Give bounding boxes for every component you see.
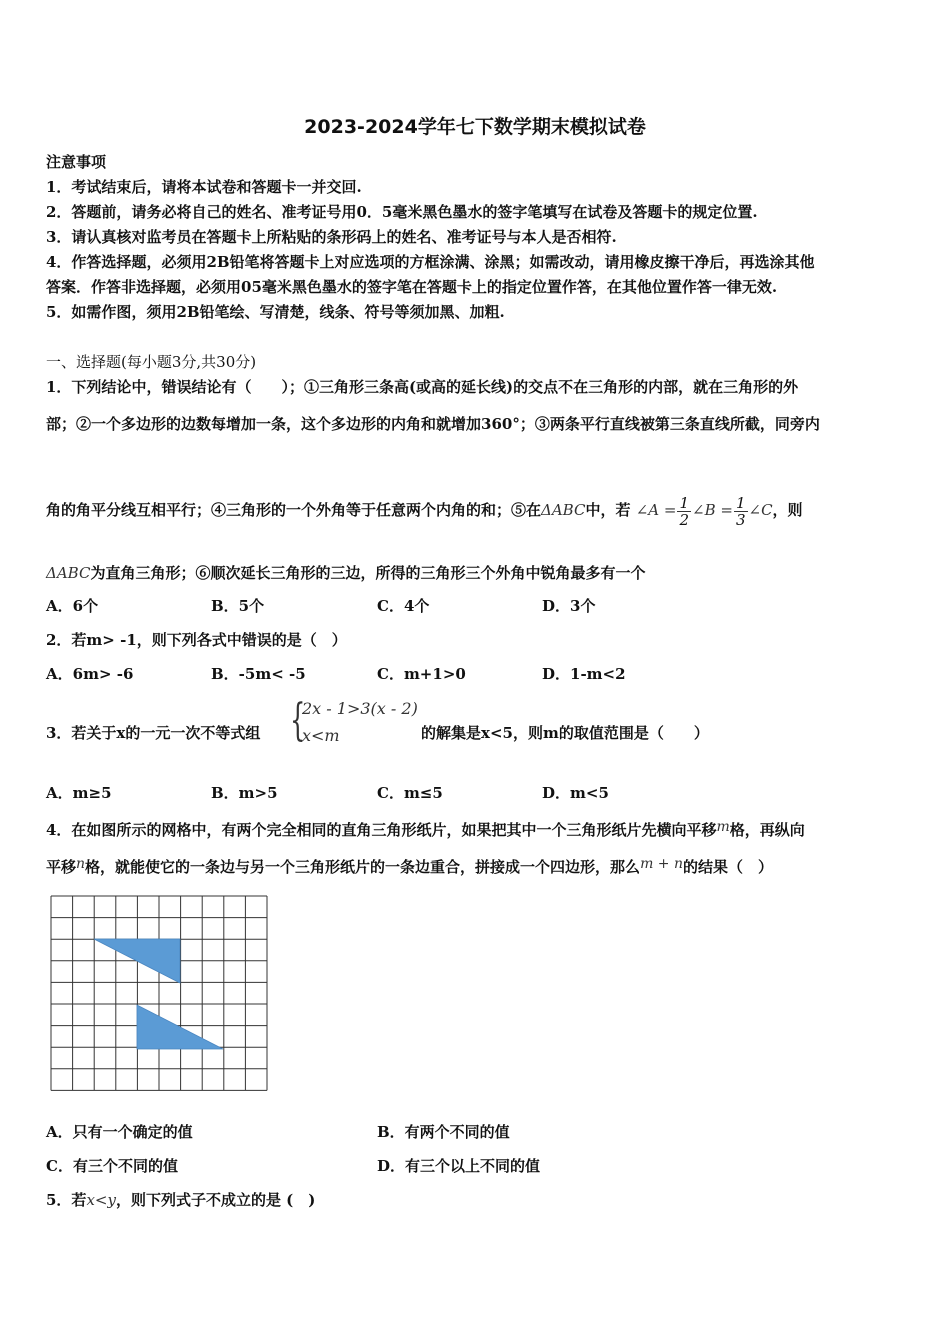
page-title: 2023-2024学年七下数学期末模拟试卷 (304, 116, 646, 138)
q5-text-a: 5．若 (46, 1191, 87, 1209)
notice-item: 3．请认真核对监考员在答题卡上所粘贴的条形码上的姓名、准考证号与本人是否相符. (46, 228, 617, 246)
q1-line3-text-b: 中，若 (585, 501, 631, 519)
q1-option-b[interactable]: B．5个 (211, 597, 265, 615)
fraction-numerator: 1 (735, 493, 746, 512)
q4-option-b[interactable]: B．有两个不同的值 (377, 1123, 510, 1141)
fraction-numerator: 1 (679, 493, 690, 512)
q1-line1: 1．下列结论中，错误结论有（ ）；①三角形三条高(或高的延长线)的交点不在三角形的内部，就在三角形的外 (46, 378, 799, 396)
triangle-lower (137, 1005, 223, 1049)
notice-item: 答案．作答非选择题，必须用05毫米黑色墨水的签字笔在答题卡上的指定位置作答，在其他位置作答一律无效. (46, 278, 778, 296)
fraction-denominator: 3 (735, 510, 746, 529)
condition-x-lt-y: x<y (86, 1191, 116, 1209)
q2-option-c[interactable]: C．m+1>0 (377, 665, 466, 683)
q1-line3-text: 角的角平分线互相平行；④三角形的一个外角等于任意两个内角的和；⑤在 (46, 501, 542, 519)
inequality-2: x<m (302, 726, 340, 745)
q1-line3 (46, 492, 803, 528)
inequality-1: 2x - 1>3(x - 2) (302, 699, 418, 718)
notice-item: 5．如需作图，须用2B铅笔绘、写清楚，线条、符号等须加黑、加粗. (46, 303, 505, 321)
q1-option-a[interactable]: A．6个 (46, 597, 99, 615)
q1-line4 (46, 563, 645, 583)
brace-icon: { (290, 695, 306, 746)
fraction-denominator: 2 (679, 510, 690, 529)
q4-line1-text: 4．在如图所示的网格中，有两个完全相同的直角三角形纸片，如果把其中一个三角形纸片先横向平移 (46, 821, 717, 839)
q4-line2-text: 平移 (46, 858, 77, 876)
q2-option-a[interactable]: A．6m> -6 (46, 665, 134, 683)
q5-text-b: ，则下列式子不成立的是 ( ) (115, 1191, 316, 1209)
triangle-abc: ΔABC (46, 564, 91, 582)
q4-option-c[interactable]: C．有三个不同的值 (46, 1157, 178, 1175)
q1-line4-text: 为直角三角形；⑥顺次延长三角形的三边，所得的三角形三个外角中锐角最多有一个 (90, 564, 646, 582)
q3-option-d[interactable]: D．m<5 (542, 784, 609, 802)
notice-item: 4．作答选择题，必须用2B铅笔将答题卡上对应选项的方框涂满、涂黑；如需改动，请用橡皮擦干净后，再选涂其他 (46, 253, 815, 271)
q3-option-a[interactable]: A．m≥5 (46, 784, 112, 802)
q2-text: 2．若m> -1，则下列各式中错误的是（ ） (46, 631, 347, 649)
var-n: n (76, 856, 86, 872)
q3-option-b[interactable]: B．m>5 (211, 784, 278, 802)
q1-line2: 部；②一个多边形的边数每增加一条，这个多边形的内角和就增加360°；③两条平行直线被第三条直线所截，同旁内 (46, 415, 820, 433)
var-m: m (716, 819, 730, 835)
triangle-abc: ΔABC (541, 501, 586, 519)
q3-text-b: 的解集是x<5，则m的取值范围是（ ） (421, 724, 709, 742)
section-heading: 一、选择题(每小题3分,共30分) (46, 353, 257, 371)
q4-option-d[interactable]: D．有三个以上不同的值 (377, 1157, 541, 1175)
expr-m-plus-n: m + n (640, 856, 683, 872)
notice-item: 2．答题前，请务必将自己的姓名、准考证号用0．5毫米黑色墨水的签字笔填写在试卷及答题卡的规定位置. (46, 203, 758, 221)
q3-option-c[interactable]: C．m≤5 (377, 784, 443, 802)
q4-line2-text-c: 的结果（ ） (683, 858, 774, 876)
grid-lines (51, 896, 267, 1090)
notice-item: 1．考试结束后，请将本试卷和答题卡一并交回. (46, 178, 362, 196)
angle-b: ∠B = (692, 501, 733, 519)
q1-line3-text-c: ，则 (772, 501, 803, 519)
q5-text (46, 1190, 315, 1210)
q4-line2-text-b: 格，就能使它的一条边与另一个三角形纸片的一条边重合，拼接成一个四边形，那么 (85, 858, 641, 876)
q2-option-b[interactable]: B．-5m< -5 (211, 665, 306, 683)
q1-option-d[interactable]: D．3个 (542, 597, 596, 615)
notice-heading: 注意事项 (46, 153, 107, 171)
q4-line1 (46, 817, 805, 840)
q3-text-a: 3．若关于x的一元一次不等式组 (46, 724, 261, 742)
fraction-half (677, 495, 691, 528)
grid-figure (50, 895, 272, 1095)
q4-line1-text-b: 格，再纵向 (729, 821, 805, 839)
q4-option-a[interactable]: A．只有一个确定的值 (46, 1123, 193, 1141)
angle-c: ∠C (748, 501, 773, 519)
q2-option-d[interactable]: D．1-m<2 (542, 665, 626, 683)
q4-line2 (46, 854, 773, 877)
q1-option-c[interactable]: C．4个 (377, 597, 430, 615)
angle-a: ∠A = (635, 501, 677, 519)
fraction-third (734, 495, 748, 528)
